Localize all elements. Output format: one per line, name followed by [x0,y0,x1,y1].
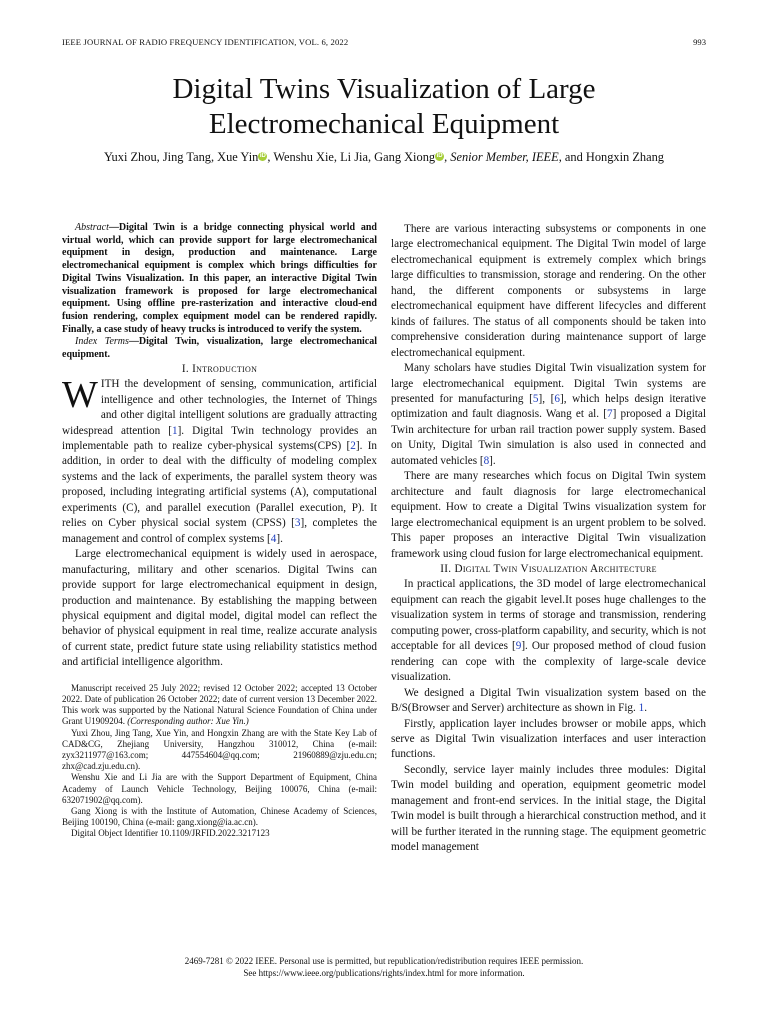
section-heading-introduction: I. Introduction [181,362,258,375]
title-line-2: Electromechanical Equipment [208,108,560,140]
paper-title [0,72,768,142]
page-number: 993 [693,37,706,47]
abstract [62,222,377,336]
footnote-doi: Digital Object Identifier 10.1109/JRFID.2022.3217123 [71,828,270,839]
citation-link[interactable]: 1 [171,424,178,437]
author-list [0,150,768,165]
footer-line-1: 2469-7281 © 2022 IEEE. Personal use is permitted, but republication/redistribution requires IEEE permission. [184,956,584,966]
architecture-paragraph-4: Secondly, service layer mainly includes three modules: Digital Twin model building and operation, equipment geometric model management and front-end services. In the initial stage, the Digital Twin model is built through a hierarchical construction method, and it will be further iterated in the running stage. The equipment geometric model management [391,763,706,854]
authors-part-3: , [444,150,451,164]
abstract-text: —Digital Twin is a bridge connecting physical world and virtual world, which can provide support for large electromechanical equipment in design, production and maintenance. Large electromechanical equipment is complex which brings difficulties for Digital Twins Visualization. In this paper, an interactive Digital Twin visualization framework is proposed for large electromechanical equipment. Using offline pre-rasterization and interactive cloud-end fusion rendering, complex equipment model can be rendered rapidly. Finally, a case study of heavy trucks is introduced to verify the system. [62,222,377,335]
architecture-paragraph-3: Firstly, application layer includes browser or mobile apps, which serve as Digital Twin visualization interfaces and user interaction functions. [391,717,706,761]
index-terms-text: —Digital Twin, visualization, large electromechanical equipment. [62,336,377,361]
architecture-paragraph-2: We designed a Digital Twin visualization system based on the B/S(Browser and Server) architecture as shown in Fig. 1. [391,686,706,715]
title-line-1: Digital Twins Visualization of Large [172,73,596,105]
right-paragraph-2: Many scholars have studies Digital Twin visualization system for large electromechanical equipment. Digital Twin systems are presented for manufacturing [5], [6], which helps design iterative optimization and fault diagnosis. Wang et al. [7] proposed a Digital Twin architecture for urban rail traction power supply system. Based on Unity, Digital Twin simulation is also used in connected and automated vehicles [8]. [391,362,706,467]
intro-paragraph-1: WITH the development of sensing, communication, artificial intelligence and other technologies, the Internet of Things and other digital intelligent solutions are gradually attracting widespread attention [1]. Digital Twin technology provides an implementable path to realize cyber-physical systems(CPS) [2]. In addition, in order to deal with the difficulty of modeling complex systems and the lack of experiments, the parallel system theory was proposed, including integrating artificial systems (A), computational experiments (C), and parallel execution (Parallel execution, P). It relies on Cyber physical social system (CPSS) [3], completes the management and control of complex systems [4]. [62,374,378,545]
citation-link[interactable]: 4 [270,532,277,545]
authors-part-2: , Wenshu Xie, Li Jia, Gang Xiong [267,150,436,164]
right-column [391,222,706,856]
footer-line-2: See https://www.ieee.org/publications/rights/index.html for more information. [243,967,525,978]
footnote-affiliation-1: Yuxi Zhou, Jing Tang, Xue Yin, and Hongxin Zhang are with the State Key Lab of CAD&CG, Zhejiang University, Hangzhou 310012, China (e-mail: zyx3211977@163.com; 447554604@qq.com; 21960889@zju.edu.cn; zhx@cad.zju.edu.cn). [62,727,377,772]
citation-link[interactable]: 6 [554,392,560,405]
copyright-footer [0,956,768,979]
index-terms-label: Index Terms [75,336,129,348]
abstract-label: Abstract [75,222,109,233]
left-column [62,222,377,840]
citation-link[interactable]: 3 [294,517,301,530]
citation-link[interactable]: 9 [515,640,522,653]
right-paragraph-3: There are many researches which focus on Digital Twin system architecture and fault diagnosis for large electromechanical equipment. How to create a Digital Twins visualization system for large electromechanical equipment is an urgent problem to be solved. This paper proposes an interactive Digital Twin visualization framework using cloud fusion for large electromechanical equipment. [391,470,706,560]
architecture-paragraph-1: In practical applications, the 3D model of large electromechanical equipment can reach the gigabit level.It poses huge challenges to the visualization system in terms of storage and transmission, rendering computing power, cross-platform capability, and security, which is not acceptable for all devices [9]. Our proposed method of cloud fusion rendering can cope with the complexity of large-scale device visualization. [391,578,707,684]
footnote-affiliation-3: Gang Xiong is with the Institute of Automation, Chinese Academy of Sciences, Beijing 100190, China (e-mail: gang.xiong@ia.ac.cn). [62,806,377,828]
orcid-icon[interactable]: iD [436,153,443,159]
footnote-affiliation-2: Wenshu Xie and Li Jia are with the Support Department of Equipment, China Academy of Launch Vehicle Technology, Beijing 100076, China (e-mail: 632071902@qq.com). [62,772,377,805]
drop-cap: W [62,374,98,417]
section-heading-architecture: II. Digital Twin Visualization Architecture [440,562,657,575]
citation-link[interactable]: 2 [350,440,356,452]
citation-link[interactable]: 5 [532,392,539,405]
intro-paragraph-2: Large electromechanical equipment is widely used in aerospace, manufacturing, military and other scenarios. Digital Twins can provide support for large electromechanical equipment in design, production and maintenance. By establishing the mapping between physical equipment and digital model, digital model can reflect the behavior of physical equipment in real time, realize accurate analysis of current state, predict future state using reliability statistics method and artificial intelligence algorithm. [62,548,377,669]
authors-part-4: , and Hongxin Zhang [558,150,664,164]
citation-link[interactable]: 8 [483,454,490,467]
footnotes [62,683,377,840]
right-paragraph-1: There are various interacting subsystems or components in one large electromechanical equipment. The Digital Twin model of large electromechanical equipment is extremely complex which brings large difficulties to transmission, storage and rendering. On the other hand, the different components or subsystems in large electromechanical equipment have different lifecycles and different kinds of failures. The status of all components should be taken into comprehensive consideration during maintenance support of large electromechanical equipment. [391,223,706,359]
running-header: IEEE JOURNAL OF RADIO FREQUENCY IDENTIFICATION, VOL. 6, 2022 [62,37,349,47]
index-terms [62,336,377,361]
authors-part-1: Yuxi Zhou, Jing Tang, Xue Yin [103,150,259,164]
figure-link[interactable]: 1 [638,702,645,715]
member-grade: Senior Member, IEEE [450,150,559,164]
citation-link[interactable]: 7 [607,408,613,421]
orcid-icon[interactable]: iD [259,153,266,159]
footnote-manuscript: Manuscript received 25 July 2022; revised 12 October 2022; accepted 13 October 2022. Date of publication 26 October 2022; date of current version 13 December 2022. This work was supported by the National Natural Science Foundation of China under Grant U1909204. (Corresponding author: Xue Yin.) [62,682,377,727]
